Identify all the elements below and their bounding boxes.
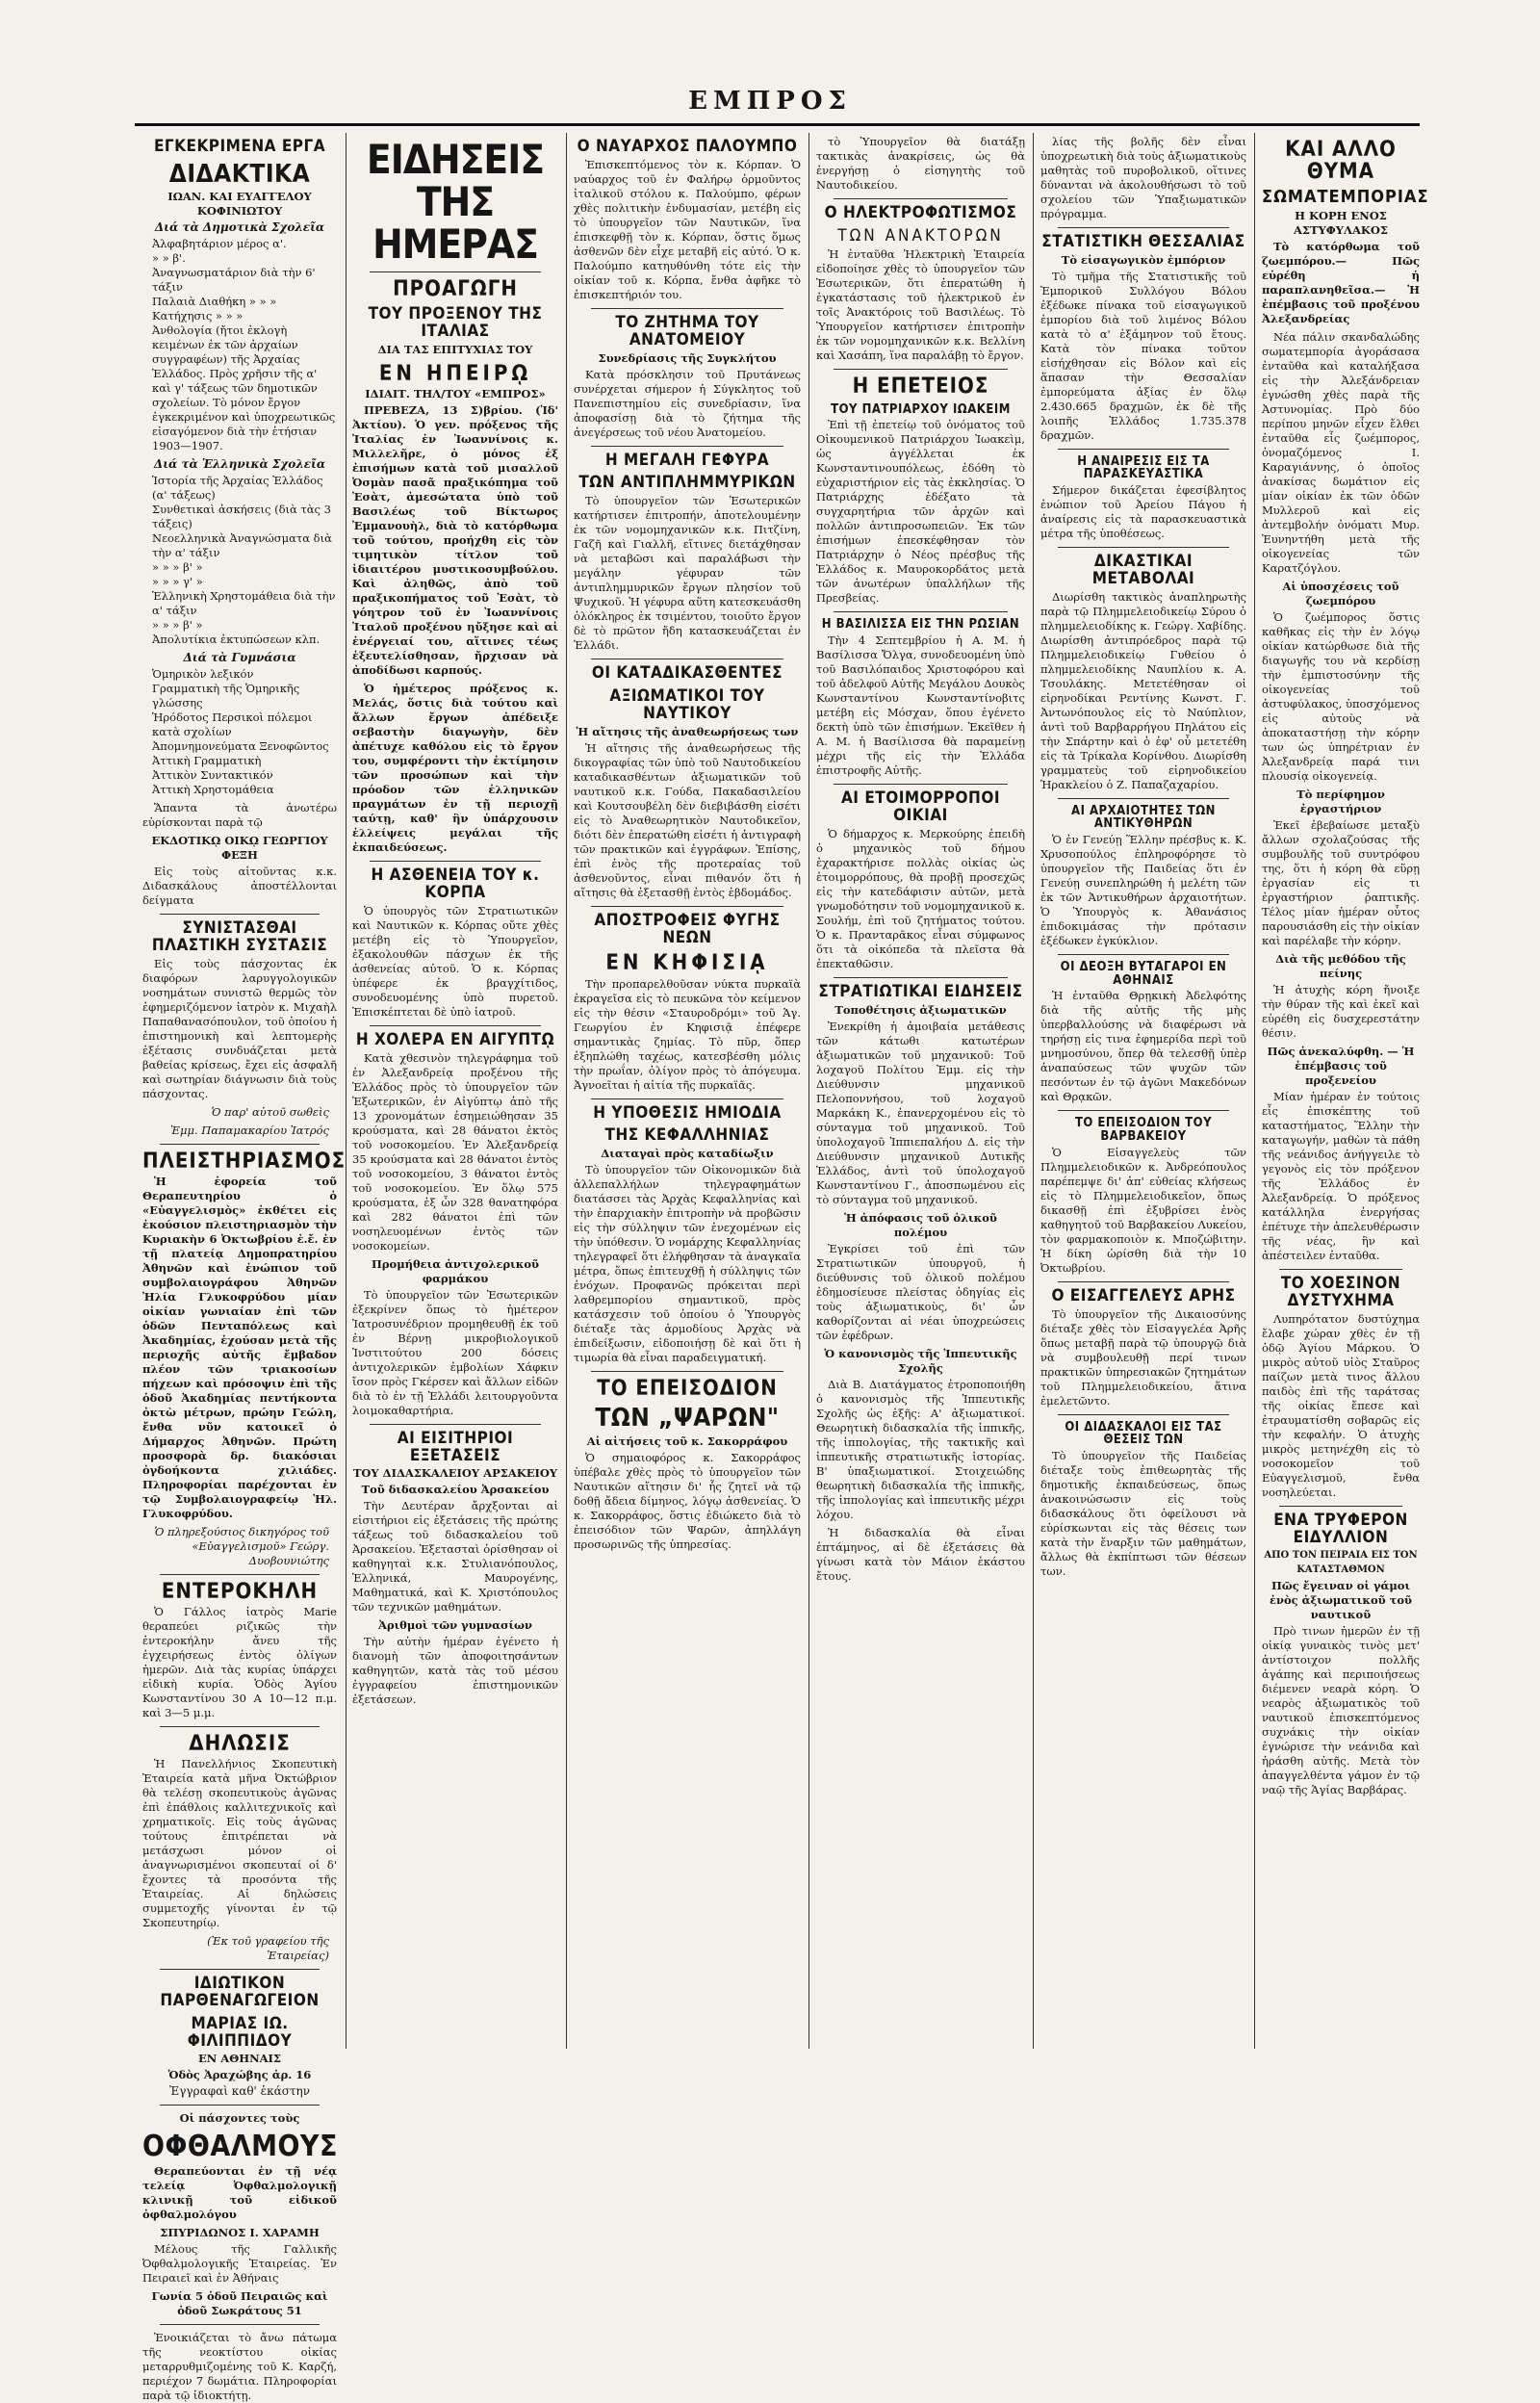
subheadline: Τὸ εἰσαγωγικὸν ἐμπόριον <box>1061 252 1226 267</box>
article-text: Διὰ Β. Διατάγματος ἐτροποποιήθη ὁ κανονισμὸς τῆς Ἱππευτικῆς Σχολῆς ὡς ἑξῆς: Α' ἀξιωματικοί. Θεωρητικὴ διδασκαλία τῆς ἱππικῆς, τῆς ἱππολογίας, τῆς τακτικῆς καὶ ἱππευτικῆς στρατιωτικῆς ἱστορίας. Β' ὑπαξιωματικοί. Στοιχειώδης θεωρητικὴ διδασκαλία τῆς ἱππικῆς, τῆς ἱππολογίας καὶ ἱππευτικῆς μέχρι λόχου. <box>816 1377 1025 1521</box>
headline: ΟΦΘΑΛΜΟΥΣ <box>142 2130 338 2164</box>
article-text: Θεραπεύονται ἐν τῇ νέᾳ τελείᾳ Ὀφθαλμολογικῇ κλινικῇ τοῦ εἰδικοῦ ὀφθαλμολόγου <box>142 2163 337 2221</box>
headline: ΤΗΣ ΚΕΦΑΛΛΗΝΙΑΣ <box>604 1125 770 1146</box>
column-6 <box>1262 133 1429 2049</box>
divider <box>160 1574 320 1575</box>
article-text: Τὸ τμῆμα τῆς Στατιστικῆς τοῦ Ἐμπορικοῦ Συλλόγου Βόλου ἐξέδωκε πίνακα τοῦ εἰσαγωγικοῦ ἐμπορίου διὰ τοῦ λιμένος Βόλου κατὰ τὸ α' ἑξάμηνον τοῦ ἔτους. Κατὰ τὸν πίνακα τοῦτον εἰσήχθησαν εἰς Βόλον καὶ εἰς ἅπασαν τὴν Θεσσαλίαν ἐμπορεύματα ἀξίας ἐν ὅλῳ 2.430.665 δραχμῶν, ἐκ δὲ τῆς λοιπῆς Ἑλλάδος 1.735.378 δραχμῶν. <box>1040 269 1246 442</box>
signature: Ὁ παρ' αὐτοῦ σωθεὶς <box>211 1104 329 1119</box>
headline: ΕΝ ΚΗΦΙΣΙᾼ <box>605 951 769 976</box>
article-text: Ἐνεκρίθη ἡ ἀμοιβαία μετάθεσις τῶν κάτωθι κατωτέρων ἀξιωματικῶν τοῦ μηχανικοῦ: Τοῦ λοχαγοῦ Πολίτου Ἐμμ. εἰς τὴν Διεύθυνσιν μηχανικοῦ Πελοποννήσου, τοῦ λοχαγοῦ Μαρκάκη Κ., ἐπανερχομένου εἰς τὸ σύνταγμα τοῦ μηχανικοῦ. Τοῦ ὑπολοχαγοῦ Ἱππιεπαλήου Δ. εἰς τὴν Διεύθυνσιν μηχανικοῦ Δυτικῆς Ἑλλάδος, ἀντὶ τοῦ ὑπολοχαγοῦ Κωνσταντίνου Γ., ἀποσπωμένου εἰς τὸ σύνταγμα τοῦ μηχανικοῦ. <box>816 1019 1025 1206</box>
subheadline: Ἀριθμοὶ τῶν γυμνασίων <box>378 1618 532 1633</box>
headline: ΑΙ ΕΤΟΙΜΟΡΡΟΠΟΙ ΟΙΚΙΑΙ <box>840 788 1001 825</box>
column-2 <box>352 133 558 2049</box>
headline: ΤΟ ΕΠΕΙΣΟΔΙΟΝ ΤΟΥ ΒΑΡΒΑΚΕΙΟΥ <box>1074 1116 1213 1145</box>
article-text: Ὁ ἐν Γενεύῃ Ἕλλην πρέσβυς κ. Κ. Χρυσοπούλος ἐπληροφόρησε τὸ ὑπουργεῖον τῆς Παιδείας ὅτι ἐν Γενεύῃ συνεπληρώθη ἡ μελέτη τῶν ἐκ τῶν Ἀντικυθήρων ἀρχαιοτήτων. Ὁ Ὑπουργὸς κ. Ἀθανάσιος ἐπιδοκιμάσας τὴν πρότασιν ἐξέδωκεν ἐγκύκλιον. <box>1040 833 1246 948</box>
section-title: Διά τὰ Ἑλληνικὰ Σχολεῖα <box>153 457 326 472</box>
article-text: Ἐπισκεπτόμενος τὸν κ. Κόρπαν. Ὁ ναύαρχος τοῦ ἐν Φαλήρῳ ὁρμοῦντος ἰταλικοῦ στόλου κ. Παλούμπο, φέρων χθὲς πολιτικὴν ἐνδυμασίαν, μετέβη εἰς τὸ ὑπουργεῖον τῶν Ναυτικῶν, ἵνα ἐπισκεφθῇ τὸν κ. Κόρπαν, ὅστις ὅμως ἀσθενῶν δὲν εἶχε μεταβῆ εἰς αὐτό. Ὁ κ. Παλούμπο κατηυθύνθη τότε εἰς τὴν οἰκίαν τοῦ κ. Κόρπα, ἔνθα ἀφῆκε τὸ ἐπισκεπτήριόν του. <box>574 157 801 301</box>
article-text: Ἡ ἀτυχὴς κόρη ἤνοιξε τὴν θύραν τῆς καὶ ἐκεῖ καὶ εὑρέθη εἰς δυσχερεστάτην θέσιν. <box>1262 983 1420 1041</box>
list-item: » » β'. <box>152 251 186 266</box>
divider <box>1058 449 1229 450</box>
divider <box>591 1371 783 1372</box>
divider <box>1058 1281 1229 1282</box>
article-text: Ὁ σημαιοφόρος κ. Σακορράφος ὑπέβαλε χθὲς πρὸς τὸ ὑπουργεῖον τῶν Ναυτικῶν αἴτησιν δι' ἧς ζητεῖ νὰ τῷ δοθῇ ἄδεια δίμηνος, λόγῳ ἀσθενείας. Ὁ κ. Σακορράφος, ὅστις ἐδιώκετο διὰ τὸ ἐπεισόδιον τῶν Ψαρῶν, ἀπηλλάγη προσωρινῶς τῆς ὑπηρεσίας. <box>574 1450 801 1551</box>
headline: ΠΛΕΙΣΤΗΡΙΑΣΜΟΣ <box>142 1149 346 1174</box>
article-text: Τὸ ὑπουργεῖον τῆς Δικαιοσύνης διέταξε χθὲς τὸν Εἰσαγγελέα Ἀρῆς ὅπως μεταβῇ παρὰ τῷ ὑπουργῷ διὰ νὰ συμβουλευθῇ περί τινων πρακτικῶν ὑπηρεσιακῶν ζητημάτων τοῦ Πλημμελειοδικείου, ἅτινα ἐμελετῶντο. <box>1040 1306 1246 1408</box>
subheadline: Διαταγαὶ πρὸς καταδίωξιν <box>601 1147 774 1161</box>
list-item: Ἀττικὴ Γραμματικὴ <box>152 754 262 768</box>
article-text: Ἅπαντα τὰ ἀνωτέρω εὑρίσκονται παρὰ τῷ <box>142 801 337 830</box>
subheadline: Αἱ ὑποσχέσεις τοῦ ζωεμπόρου <box>1282 580 1399 608</box>
article-text: Τὴν προπαρελθοῦσαν νύκτα πυρκαϊὰ ἐκραγεῖσα εἰς τὸ πευκῶνα τὸν κείμενον εἰς τὴν θέσιν «Σταυροδρόμι» τοῦ Ἁγ. Γεωργίου ἐν Κηφισιᾷ ἐπέφερε σημαντικὰς ζημίας. Τὸ πῦρ, ὅπερ ἐξηπλώθη ταχέως, κατεσβέσθη μόλις τὴν πρωΐαν, ὀλίγον πρὸς τὸ ἀπόγευμα. Ἀγνοεῖται ἡ αἰτία τῆς πυρκαϊᾶς. <box>574 976 801 1092</box>
article-text: Ἐκεῖ ἐβεβαίωσε μεταξὺ ἄλλων σχολαζούσας τῆς συμβουλῆς τοῦ συντρόφου της, ὅτι ἡ κόρη θὰ εὕρῃ ἐργασίαν εἰς τι ἐργαστήριον ῥαπτικῆς. Τέλος μίαν ἡμέραν οὗτος παρουσιάσθη εἰς τὴν οἰκίαν καὶ παρέλαβε τὴν κόρην. <box>1262 818 1420 948</box>
divider <box>834 198 1008 199</box>
headline: ΤΟ ΖΗΤΗΜΑ ΤΟΥ ΑΝΑΤΟΜΕΙΟΥ <box>615 312 759 349</box>
article-text: Κατὰ πρόσκλησιν τοῦ Πρυτάνεως συνέρχεται σήμερον ἡ Σύγκλητος τοῦ Πανεπιστημίου εἰς συνεδρίασιν, ἵνα ἀποφασίσῃ διὰ τὸ ζήτημα τῆς ἀνεγέρσεως τοῦ νέου Ἀνατομείου. <box>574 367 801 439</box>
divider <box>1058 227 1229 228</box>
divider <box>834 611 1008 612</box>
headline: Η ΕΠΕΤΕΙΟΣ <box>852 374 989 399</box>
headline: ΣΤΡΑΤΙΩΤΙΚΑΙ ΕΙΔΗΣΕΙΣ <box>818 981 1023 1001</box>
article-lead: Τὸ κατόρθωμα τοῦ ζωεμπόρου.— Πῶς εὑρέθη ἡ παραπλανηθεῖσα.— Ἡ ἐπέμβασις τοῦ προξένου Ἀλεξανδρείας <box>1262 240 1420 326</box>
divider <box>370 861 541 862</box>
headline: ΔΗΛΩΣΙΣ <box>189 1732 291 1757</box>
column-rule <box>808 133 809 2049</box>
list-item: Ἀττικὴ Χρηστομάθεια <box>152 783 274 797</box>
article-text: λίας τῆς βολῆς δὲν εἶναι ὑποχρεωτικὴ διὰ τοὺς ἀξιωματικοὺς μαθητὰς τοῦ πυροβολικοῦ, οἵτινες δύνανται νὰ ἀκολουθήσωσι τὸ τοῦ σχολείου τῶν Ὑπαξιωματικῶν πρόγραμμα. <box>1040 135 1247 220</box>
divider <box>591 446 783 447</box>
article-text: Ἡ ἐνταῦθα Θρῃκικὴ Ἀδελφότης διὰ τῆς αὐτῆς τῆς μὴς ὑπερβαλλούσης νὰ διαφέρωσι νὰ τηρήσῃ εἰς τινα ἐφημερίδα περὶ τοῦ μνημοσύνου, ὅπερ θὰ τελεσθῇ ὑπὲρ ἀναπαύσεως τῶν ψυχῶν τῶν πεσόντων ἐν τῷ ἀγῶνι Μακεδόνων καὶ Θρᾳκῶν. <box>1040 989 1246 1104</box>
signature: Ἐμμ. Παπαμακαρίου Ἰατρός <box>170 1123 329 1137</box>
article-text: Τὸ ὑπουργεῖον τῆς Παιδείας διέταξε τοὺς ἐπιθεωρητὰς τῆς δημοτικῆς ἐκπαιδεύσεως, ὅπως ἀνακοινώσωσιν εἰς τοὺς διδασκάλους ὅτι ὀφείλουσι νὰ εὑρίσκωνται εἰς τὰς θέσεις των κατὰ τὴν ἔναρξιν τῶν μαθημάτων, ἄλλως θὰ ἐκπίπτωσι τῶν θέσεων των. <box>1040 1448 1246 1578</box>
headline: ΕΓΚΕΚΡΙΜΕΝΑ ΕΡΓΑ <box>153 137 326 156</box>
column-rule <box>1033 133 1034 2049</box>
list-item: Ὁμηρικὸν λεξικόν <box>152 667 254 682</box>
headline: ΣΤΑΤΙΣΤΙΚΗ ΘΕΣΣΑΛΙΑΣ <box>1041 232 1245 251</box>
subheadline: Διὰ τῆς μεθόδου τῆς πείνης <box>1275 952 1406 981</box>
headline: ΕΝΤΕΡΟΚΗΛΗ <box>161 1579 319 1604</box>
book-list <box>152 667 337 797</box>
headline: ΤΟ ΕΠΕΙΣΟΔΙΟΝ <box>597 1377 778 1402</box>
divider <box>1058 798 1229 799</box>
list-item: Ἡρόδοτος Περσικοὶ πόλεμοι κατὰ σχολίων <box>152 711 313 739</box>
headline: ΠΡΟΑΓΩΓΗ <box>393 277 518 302</box>
divider <box>591 308 783 309</box>
headline: ΤΟΥ ΠΑΤΡΙΑΡΧΟΥ ΙΩΑΚΕΙΜ <box>831 401 1011 417</box>
list-item: Συνθετικαὶ ἀσκήσεις (διὰ τὰς 3 τάξεις) <box>152 503 331 531</box>
headline: Η ΜΕΓΑΛΗ ΓΕΦΥΡΑ <box>604 450 770 470</box>
article-text: Εἰς τοὺς πάσχοντας ἐκ διαφόρων λαρυγγολογικῶν νοσημάτων συνιστῶ θερμῶς τὸν ἐφημεριζόμενον ἰατρὸν κ. Μιχαὴλ Παπαθανασόπουλον, τοῦ ὁποίου ἡ ἐπιστημονικὴ καὶ λεπτομερὴς ἐξέτασις συνδυάζεται μετὰ βαθείας κρίσεως, ἔχει εἰς ἀσφαλῆ καὶ σωτηρίαν διάγνωσιν διὰ τοὺς πάσχοντας. <box>142 956 337 1100</box>
headline: ΟΙ ΔΙΔΑΣΚΑΛΟΙ ΕΙΣ ΤΑΣ ΘΕΣΕΙΣ ΤΩΝ <box>1065 1419 1222 1448</box>
subheadline: Πῶς ἀνεκαλύφθη. — Ἡ ἐπέμβασις τοῦ προξενείου <box>1267 1045 1415 1088</box>
subheadline: Τοῦ διδασκαλείου Ἀρσακείου <box>361 1483 550 1497</box>
headline: Ο ΕΙΣΑΓΓΕΛΕΥΣ ΑΡΗΣ <box>1051 1285 1236 1305</box>
headline: ΕΝΑ ΤΡΥΦΕΡΟΝ ΕΙΔΥΛΛΙΟΝ <box>1273 1510 1408 1547</box>
subheadline: Αἱ αἰτήσεις τοῦ κ. Σακορράφου <box>586 1434 788 1448</box>
article-text: Τὸ ὑπουργεῖον τῶν Ἐσωτερικῶν ἐξεκρίνεν ὅπως τὸ ἡμέτερον Ἰατροσυνέδριον προμηθευθῇ ἐκ τοῦ ἐν Βέρνῃ μικροβιολογικοῦ Ἰνστιτούτου 200 δόσεις ἀντιχολερικῶν ἐμβολίων Χάφκιν ἴσον πρὸς Γκέρσεν καὶ ἄλλων εἰδῶν διὰ τὸ ἐν τῇ Ἑλλάδι λειτουργοῦντα λοιμοκαθαρτήρια. <box>352 1287 558 1417</box>
article-text: Μίαν ἡμέραν ἐν τούτοις εἷς ἐπισκέπτης τοῦ καταστήματος, Ἕλλην τὴν καταγωγήν, μαθὼν τὰ πάθη τῆς νεάνιδος ἀνήγγειλε τὸ γεγονὸς εἰς τὸν πρόξενον τῆς Ἑλλάδος ἐν Ἀλεξανδρείᾳ. Ὁ πρόξενος κατάλληλα ἐνεργήσας ἐπέτυχε τὴν ἀπελευθέρωσιν τῆς νέας, ἣν καὶ ἀπέστειλεν ἐνταῦθα. <box>1262 1090 1420 1263</box>
article-text: Ἡ ἐνταῦθα Ἠλεκτρικὴ Ἑταιρεία εἰδοποίησε χθὲς τὸ ὑπουργεῖον τῶν Ἐσωτερικῶν, ὅτι ἐπερατώθη ἡ ἐγκατάστασις τοῦ ἠλεκτρικοῦ ἐν τοῖς Ἀνακτόροις τοῦ Βασιλέως. Τὸ Ὑπουργεῖον κατήρτισεν ἐπιτροπὴν ἐκ τῶν νομομηχανικῶν κ.κ. Βελλίνη καὶ Χασάπη, ἵνα παραλάβῃ τὸ ἔργον. <box>816 246 1025 362</box>
headline: ΕΝ ΗΠΕΙΡῼ <box>378 362 532 387</box>
list-item: Παλαιὰ Διαθήκη » » » <box>152 295 277 309</box>
subheadline: Ἡ ἀπόφασις τοῦ ὁλικοῦ πολέμου <box>844 1210 997 1239</box>
headline: Ο ΗΛΕΚΤΡΟΦΩΤΙΣΜΟΣ <box>824 203 1017 222</box>
article-text: ΠΡΕΒΕΖΑ, 13 Σ)βρίου. (Ἰδ' Ἀκτίου). Ὁ γεν. πρόξενος τῆς Ἰταλίας ἐν Ἰωαννίνοις κ. Μιλλελῆρε, ὁ μόνος ἐξ ἐπισήμων κατὰ τοῦ μισαλλοῦ Ὀσμὰν πασᾶ πραξικόπημα τοῦ Ἐσὰτ, ἀμεσώτατα ὑπὸ τοῦ Βασιλέως τοῦ Βίκτωρος Ἐμμανουὴλ, διὰ τὸ κατόρθωμα τοῦ τούτου, προήχθη εἰς τὸν τιμητικὸν τίτλον τοῦ ἰδιαιτέρου μυστικοσυμβούλου. Καὶ ἀληθῶς, ἀπὸ τοῦ πραξικοπήματος τοῦ Ἐσὰτ, τὸ γόητρον τοῦ ἐν Ἰωαννίνοις Ἰταλοῦ προξένου ηὔξησε καὶ αἱ ἐνέργειαί του, αἵτινες τέως ἐξευτελίσθησαν, ἤρχισαν νὰ ἀποδίδωσι καρπούς. <box>352 403 558 678</box>
article-text: Διωρίσθη τακτικὸς ἀναπληρωτὴς παρὰ τῷ Πλημμελειοδικείῳ Σύρου ὁ πλημμελειοδίκης κ. Γεώργ. Χαβίδης. Διωρίσθη ἀντιπρόεδρος παρὰ τῷ Πλημμελειοδικείῳ Γυθείου ὁ πλημμελειοδίκης Ναυπλίου κ. Α. Τσουλάκης. Μετετέθησαν οἱ εἰρηνοδίκαι Ρεντίνης Κωνστ. Γ. Ἀντωνόπουλος εἰς τὸ Ναύπλιον, ἀντὶ τοῦ Βαρβαρρήγου Πηλάτου εἰς τὴν Σπάρτην καὶ ὁ ἐφ' οὗ μετετέθη εἰς τὰ Τρίκαλα Κορίνθου. Διωρίσθη γραμματεὺς τοῦ εἰρηνοδικείου Ἡρακλείου ὁ Ζ. Παπαζαχαρίου. <box>1040 589 1246 791</box>
signature: Ὁ πληρεξούσιος δικηγόρος τοῦ «Εὐαγγελισμοῦ» Γεώργ. Δυοβουνιώτης <box>154 1524 329 1567</box>
headline: ΑΠΟΣΤΡΟΦΕΙΣ ΦΥΓΗΣ ΝΕΩΝ <box>594 910 781 947</box>
headline: ΔΙΚΑΣΤΙΚΑΙ ΜΕΤΑΒΟΛΑΙ <box>1091 552 1195 588</box>
divider <box>834 369 1008 370</box>
list-item: Ἀλφαβητάριον μέρος α'. <box>152 237 287 251</box>
headline: ΜΑΡΙΑΣ ΙΩ. ΦΙΛΙΠΠΙΔΟΥ <box>187 2013 293 2051</box>
masthead: ΕΜΠΡΟΣ <box>688 87 852 116</box>
headline: ΟΙ ΔΕΟΞΗ ΒΥΤΑΓΑΡΟΙ ΕΝ ΑΘΗΝΑΙΣ <box>1060 960 1227 988</box>
headline: ΑΙ ΕΙΣΙΤΗΡΙΟΙ ΕΞΕΤΑΣΕΙΣ <box>397 1428 514 1465</box>
article-text: Ὁ Γάλλος ἰατρὸς Marie θεραπεύει ριζικῶς τὴν ἐντεροκήλην ἄνευ τῆς ἐγχειρήσεως ἐντὸς ὀλίγων ἡμερῶν. Διὰ τὰς κυρίας ὑπάρχει εἰδικὴ κυρία. Ὁδὸς Ἁγίου Κωνσταντίνου 30 Α 10—12 π.μ. καὶ 3—5 μ.μ. <box>142 1605 337 1720</box>
subheadline: Η ΚΟΡΗ ΕΝΟΣ ΑΣΤΥΦΥΛΑΚΟΣ <box>1293 209 1389 238</box>
article-text: Πρὸ τινων ἡμερῶν ἐν τῇ οἰκίᾳ γυναικὸς τινὸς μετ' ἀντίστοιχον πολλῆς ἀγάπης καὶ περιποιήσεως διέμενεν νεαρὰ κόρη. Ὁ νεαρὸς ἀξιωματικὸς τοῦ ναυτικοῦ ἐπισκεπτόμενος συχνάκις τὴν οἰκίαν ἐγνώρισε τὴν νεάνιδα καὶ ἠράσθη αὐτῆς. Μετὰ τὸν ἀπαγγελθέντα γάμον ἐν τῷ ναῷ τῆς Ἁγίας Βαρβάρας. <box>1262 1624 1420 1797</box>
article-text: Τὴν 4 Σεπτεμβρίου ἡ Α. Μ. ἡ Βασίλισσα Ὄλγα, συνοδευομένη ὑπὸ τοῦ Βασιλόπαιδος Χριστοφόρου καὶ τοῦ ἀδελφοῦ Αὐτῆς Μεγάλου Δουκὸς Κωνσταντίνου Κωνσταντίνοβιτς μετέβη εἰς Μόσχαν, ὅπου ἐγένετο δεκτὴ ὑπὸ τῶν ἐπισήμων. Ἐκεῖθεν ἡ Α. Μ. ἡ Βασίλισσα θὰ παραμείνῃ μέχρι τῆς εἰς τὴν Ἑλλάδα ἐπιστροφῆς Αὐτῆς. <box>816 633 1025 778</box>
headline: ΤΩΝ ΑΝΤΙΠΛΗΜΜΥΡΙΚΩΝ <box>578 473 796 493</box>
list-item: Κατήχησις » » » <box>152 309 244 323</box>
note: Ἐγγραφαὶ καθ' ἑκάστην <box>168 2084 311 2099</box>
divider <box>370 1424 541 1425</box>
divider <box>1058 954 1229 955</box>
subheadline: Ὁ κανονισμὸς τῆς Ἱππευτικῆς Σχολῆς <box>824 1346 1017 1375</box>
list-item: » » » β' » <box>152 560 203 575</box>
article-text: Τὴν αὐτὴν ἡμέραν ἐγένετο ἡ διανομὴ τῶν ἀποφοιτησάντων καθηγητῶν, κατὰ τὰς τοῦ μέσου ἐγγραφείου ἐπιστημονικῶν ἐξετάσεων. <box>352 1635 558 1707</box>
divider <box>160 2105 320 2106</box>
headline: Η ΒΑΣΙΛΙΣΣΑ ΕΙΣ ΤΗΝ ΡΩΣΙΑΝ <box>821 617 1020 633</box>
column-rule <box>1254 133 1255 2049</box>
subheadline: ΔΙΑ ΤΑΣ ΕΠΙΤΥΧΙΑΣ ΤΟΥ <box>377 343 533 357</box>
section-title: Διά τὰ Δημοτικὰ Σχολεῖα <box>154 220 325 235</box>
list-item: Νεοελληνικὰ Ἀναγνώσματα διὰ τὴν α' τάξιν <box>152 531 332 560</box>
headline: ΚΑΙ ΑΛΛΟ ΘΥΜΑ <box>1285 138 1397 185</box>
publisher-name: ΕΚΔΟΤΙΚῼ ΟΙΚῼ ΓΕΩΡΓΙΟΥ ΦΕΞΗ <box>151 834 328 863</box>
article-text: Ὁ Εἰσαγγελεὺς τῶν Πλημμελειοδικῶν κ. Ἀνδρεόπουλος παρέπεμψε δι' ἀπ' εὐθείας κλήσεως εἰς τὸ Πλημμελειοδικεῖον, ὅπως δικασθῇ ἐπὶ ἐξυβρίσει ἐνὸς καθηγητοῦ τοῦ Βαρβακείου Λυκείου, τὸν φαρμακοποιὸν κ. Μποζώβιτην. Ἡ δίκη ὡρίσθη διὰ τὴν 10 Ὀκτωβρίου. <box>1040 1145 1246 1275</box>
article-text: Τὸ ὑπουργεῖον τῶν Ἐσωτερικῶν κατήρτισεν ἐπιτροπήν, ἀποτελουμένην ἐκ τῶν νομομηχανικῶν κ.κ. Πιτζίνη, Γαζῆ καὶ Γιαλλῆ, εἴτινες διετάχθησαν νὰ μεταβῶσι καὶ παραλάβωσι τὴν μεγάλην γέφυραν τῶν ἀντιπλημμυρικῶν ἔργων πλησίον τοῦ Ψυχικοῦ. Ἡ γέφυρα αὕτη κατεσκευάσθη ὁλόκληρος ἐκ τσιμέντου, τοιοῦτο ἔργον δὲ τὸ πρῶτον ἤδη κατασκευάζεται ἐν Ἑλλάδι. <box>574 494 801 653</box>
signature: (Ἐκ τοῦ γραφείου τῆς Ἑταιρείας) <box>207 1934 329 1963</box>
list-item: Ἱστορία τῆς Ἀρχαίας Ἑλλάδος (α' τάξεως) <box>152 474 323 503</box>
headline: ΔΙΔΑΚΤΙΚΑ <box>168 159 311 189</box>
headline: ΙΔΙΩΤΙΚΟΝ ΠΑΡΘΕΝΑΓΩΓΕΙΟΝ <box>160 1974 320 2010</box>
list-item: » » » γ' » <box>152 575 203 589</box>
subheadline: Συνεδρίασις τῆς Συγκλήτου <box>598 350 777 365</box>
headline: ΟΙ ΚΑΤΑΔΙΚΑΣΘΕΝΤΕΣ <box>591 663 783 684</box>
divider <box>160 1144 320 1145</box>
headline: Η ΥΠΟΘΕΣΙΣ ΗΜΙΟΔΙΑ <box>593 1102 782 1123</box>
list-item: Ἀνθολογία (ἤτοι ἐκλογὴ κειμένων ἐκ τῶν ἀρχαίων συγγραφέων) τῆς Ἀρχαίας Ἑλλάδος. Πρὸς χρῆσιν τῆς α' καὶ γ' τάξεως τῶν δημοτικῶν σχολείων. Τὸ μόνον ἔργον ἐγκεκριμένον καὶ ὑποχρεωτικῶς εἰσαγόμενον διὰ τὴν ἑτήσιαν 1903—1907. <box>152 323 336 453</box>
headline: Ο ΝΑΥΑΡΧΟΣ ΠΑΛΟΥΜΠΟ <box>577 137 798 156</box>
list-item: » » » β' » <box>152 618 203 633</box>
article-text: Ἐπὶ τῇ ἐπετείῳ τοῦ ὀνόματος τοῦ Οἰκουμενικοῦ Πατριάρχου Ἰωακεὶμ, ὡς ἀγγέλλεται ἐκ Κωνσταντινουπόλεως, ἐδόθη τὸ εὐχαριστήριον εἰς τὰς ἐκκλησίας. Ὁ Πατριάρχης ἐδέξατο τὰ συγχαρητήρια τῶν ἀρχῶν καὶ πολλῶν ἀντιπροσωπειῶν. Ἐκ τῶν ἐπισήμων ἐπεσκέφθησαν τὸν Πατριάρχην ὁ Νέος πρέσβυς τῆς Ἑλλάδος κ. Μαυροκορδάτος μετὰ τῶν ἀνωτέρων ὑπαλλήλων τῆς Πρεσβείας. <box>816 418 1025 606</box>
list-item: Ἀπολυτίκια ἐκτυπώσεων κλπ. <box>152 633 321 647</box>
divider <box>160 1726 320 1727</box>
divider <box>1279 1506 1402 1507</box>
article-text: Νέα πάλιν σκανδαλώδης σωματεμπορία ἀγοράσασα ἐνταῦθα καὶ καταλήξασα εἰς τὴν Ἀλεξάνδρειαν ἐγνώσθη χθὲς παρὰ τῆς Ἀστυνομίας. Πρὸ δύο περίπου μηνῶν εἶχεν ἔλθει ἐνταῦθα εἷς ζωέμπορος, ὀνομαζόμενος Ι. Καραγιάννης, ὁ ὁποῖος ἀνακίσας δωμάτιον εἰς μίαν οἰκίαν ἐκ τῶν ὁδῶν Μυλλεροῦ καὶ εἰς ἀντεμβολήν ὀνόματι Μυρ. Ἐυνηντήθη μετὰ τῆς οἰκογενείας τῶν Καρατζόγλου. <box>1262 330 1420 576</box>
subheadline: Ἡ αἴτησις τῆς ἀναθεωρήσεως των <box>576 724 799 738</box>
article-text: Ἡ διδασκαλία θὰ εἶναι ἑπτάμηνος, αἱ δὲ ἐξετάσεις θὰ γίνωσι κατὰ τὸν Μάιον ἑκάστου ἔτους. <box>816 1525 1025 1583</box>
subheadline: ΕΝ ΑΘΗΝΑΙΣ <box>197 2052 282 2066</box>
article-text: Ἡ Πανελλήνιος Σκοπευτικὴ Ἑταιρεία κατὰ μῆνα Ὀκτώβριον θὰ τελέσῃ σκοπευτικοὺς ἀγῶνας ἐπὶ ἐπάθλοις καλλιτεχνικοῖς καὶ χρηματικοῖς. Εἰς τοὺς ἀγῶνας τούτους ἐπιτρέπεται νὰ μετάσχωσι μόνον οἱ ἀναγνωρισμένοι σκοπευταί οἱ δ' ἔχοντες τὰ προσόντα τῆς Ἑταιρείας. Αἱ δηλώσεις συμμετοχῆς γίνονται ἐν τῷ Σκοπευτηρίῳ. <box>142 1757 337 1930</box>
divider <box>160 2324 320 2325</box>
dateline: ΙΔΙΑΙΤ. ΤΗΛ/ΤΟΥ «ΕΜΠΡΟΣ» <box>365 387 546 401</box>
subheadline: ΙΩΑΝ. ΚΑΙ ΕΥΑΓΓΕΛΟΥ ΚΟΦΙΝΙΩΤΟΥ <box>167 190 312 219</box>
headline: Η ΑΣΘΕΝΕΙΑ ΤΟΥ κ. ΚΟΡΠΑ <box>371 866 540 902</box>
subheadline: Τὸ περίφημον ἐργαστήριον <box>1296 788 1385 816</box>
list-item: Ἀττικὸν Συντακτικόν <box>152 768 273 783</box>
address: Ὁδὸς Ἀραχώβης ἀρ. 16 <box>167 2068 312 2082</box>
column-3 <box>574 133 801 2049</box>
subheadline: ΤΟΥ ΔΙΔΑΣΚΑΛΕΙΟΥ ΑΡΣΑΚΕΙΟΥ <box>352 1466 558 1481</box>
headline: ΑΞΙΩΜΑΤΙΚΟΙ ΤΟΥ ΝΑΥΤΙΚΟΥ <box>609 686 765 723</box>
address: Γωνία 5 ὁδοῦ Πειραιῶς καὶ ὁδοῦ Σωκράτους 51 <box>151 2288 328 2317</box>
subheadline: ΑΠΟ ΤΟΝ ΠΕΙΡΑΙΑ ΕΙΣ ΤΟΝ ΚΑΤΑΣΤΑΘΜΟΝ <box>1264 1550 1418 1576</box>
column-1 <box>142 133 346 2402</box>
divider <box>1279 1269 1402 1270</box>
headline: Η ΑΝΑΙΡΕΣΙΣ ΕΙΣ ΤΑ ΠΑΡΑΣΚΕΥΑΣΤΙΚΑ <box>1077 453 1210 482</box>
article-text: Ὁ ὑπουργὸς τῶν Στρατιωτικῶν καὶ Ναυτικῶν κ. Κόρπας οὔτε χθὲς μετέβη εἰς τὸ Ὑπουργεῖον, ἐξακολουθῶν πάσχων ἐκ τῆς ἀσθενείας αὐτοῦ. Ὁ κ. Κόρπας ὑπέφερε ἐκ βραγχίτιδος, συνοδευομένης ὑπὸ πυρετοῦ. Ἐπισκέπτεται δὲ ὑπὸ ἰατροῦ. <box>352 903 558 1019</box>
headline: ΤΩΝ ΑΝΑΚΤΟΡΩΝ <box>837 225 1004 245</box>
article-text: Λυπηρότατον δυστύχημα ἔλαβε χώραν χθὲς ἐν τῇ ὁδῷ Ἁγίου Μάρκου. Ὁ μικρὸς αὐτοῦ υἱὸς Σταῦρος παίζων μετὰ τινος ἄλλου παιδὸς ἐπὶ τῆς ταράτσας τῆς οἰκίας ἔπεσε καὶ ἐτραυματίσθη σοβαρῶς εἰς τὴν κεφαλήν. Ὁ ἀτυχὴς μικρὸς μετηνέχθη εἰς τὸ νοσοκομεῖον τοῦ Εὐαγγελισμοῦ, ἔνθα νοσηλεύεται. <box>1262 1311 1420 1499</box>
divider <box>1058 1414 1229 1415</box>
divider <box>160 1969 320 1970</box>
headline: ΤΟ ΧΟΕΣΙΝΟΝ ΔΥΣΤΥΧΗΜΑ <box>1280 1274 1401 1310</box>
book-list <box>152 237 337 453</box>
subheadline: Οἱ πάσχοντες τοὺς <box>179 2111 300 2126</box>
column-4 <box>816 133 1025 2049</box>
article-text: Ὁ ἡμέτερος πρόξενος κ. Μελάς, ὅστις διὰ τούτου καὶ ἄλλων ἔργων ἀπέδειξε σεβαστὴν διαγωγὴν, δὲν ἀπέτυχε καθόλου εἰς τὸ ἔργον του, συμφέροντι τὴν ἐκτίμησιν τῶν προσώπων καὶ τὴν πρόοδον τῶν ἑλληνικῶν πραγμάτων ἐν τῇ περιοχῇ ταύτῃ, καθ' ἣν ὑπάρχουσιν ἐλλείψεις μεγάλαι τῆς ἐκπαιδεύσεως. <box>352 682 558 855</box>
article-text: Τὴν Δευτέραν ἄρχξονται αἱ εἰσιτήριοι εἰς ἐξετάσεις τῆς πρώτης τάξεως τοῦ διδασκαλείου τοῦ Ἀρσακείου. Ἐξετασταὶ ὁρίσθησαν οἱ καθηγηταὶ κ.κ. Στυλιανόπουλος, Ἑλληνικά, Μαυρογένης, Μαθηματικά, καὶ Κ. Χριστόπουλος τῶν τεχνικῶν μαθημάτων. <box>352 1499 558 1615</box>
column-5 <box>1040 133 1246 2049</box>
masthead-rule <box>135 123 1420 126</box>
article-text: τὸ Ὑπουργεῖον θὰ διατάξῃ τακτικὰς ἀνακρίσεις, ὡς θὰ ἐνεργήσῃ ὁ εἰσηγητὴς τοῦ Ναυτοδικείου. <box>816 135 1025 192</box>
divider <box>591 1098 783 1099</box>
divider <box>370 1025 541 1026</box>
article-text: Ἐγκρίσει τοῦ ἐπὶ τῶν Στρατιωτικῶν ὑπουργοῦ, ἡ διεύθυνσις τοῦ ὁλικοῦ πολέμου ἐδημοσίευσε πλείστας ὁδηγίας εἰς τοὺς ἀξιωματικοὺς, δι' ὧν καθορίζονται αἱ νέαι ὑποχρεώσεις τῶν ἐφέδρων. <box>816 1241 1025 1342</box>
divider <box>1058 547 1229 548</box>
list-item: Ἀναγνωσματάριον διὰ τὴν 6' τάξιν <box>152 266 316 295</box>
article-text: Ἐνοικιάζεται τὸ ἄνω πάτωμα τῆς νεοκτίστου οἰκίας μεταρρυθμιζομένης τοῦ Κ. Καρζή, περιέχον 7 δωμάτια. Πληροφορίαι παρὰ τῷ ἰδιοκτήτῃ. <box>142 2330 337 2402</box>
divider <box>370 271 541 272</box>
headline: ΤΟΥ ΠΡΟΞΕΝΟΥ ΤΗΣ ΙΤΑΛΙΑΣ <box>368 304 543 342</box>
article-text: Τὸ ὑπουργεῖον τῶν Οἰκονομικῶν διὰ ἀλλεπαλλήλων τηλεγραφημάτων διατάσσει τὰς Ἀρχὰς Κεφαλληνίας καὶ τὴν ἐπαρχιακὴν ἐπιτροπὴν νὰ προβῶσιν εἰς τὴν σύλληψιν τῶν ἐνεχομένων εἰς τὴν ὑπόθεσιν. Ὁ νομάρχης Κεφαλληνίας τηλεγραφεῖ ὅτι ἐλήφθησαν τὰ ἀναγκαῖα μέτρα, ὅπως ἐπιτευχθῇ ἡ σύλληψις τῶν ἐνόχων. Προφανῶς πρόκειται περὶ λαθρεμπορίου σημαντικοῦ, πρὸς κατάσχεσιν τοῦ ὁποίου ὁ Ὑπουργὸς διέταξε τὰς ἁρμοδίους Ἀρχὰς νὰ ἐπιδείξωσιν, εἰδοποιήσῃ δὲ καὶ ὅτι ἡ τιμωρία θὰ εἶναι παραδειγματική. <box>574 1163 801 1365</box>
headline: ΤΩΝ „ΨΑΡΩΝ" <box>595 1404 780 1434</box>
divider <box>1058 1110 1229 1111</box>
doctor-name: ΣΠΥΡΙΔΩΝΟΣ Ι. ΧΑΡΑΜΗ <box>160 2225 320 2239</box>
divider <box>591 906 783 907</box>
article-text: Ἡ αἴτησις τῆς ἀναθεωρήσεως τῆς δικογραφίας τῶν ὑπὸ τοῦ Ναυτοδικείου καταδικασθέντων ἀξιωματικῶν τοῦ ναυτικοῦ κ.κ. Γούδα, Πακαδασιλείου καὶ Κουτσουβέλη δὲν διεβιβάσθη εἰσέτι εἰς τὸ Ἀναθεωρητικὸν Ναυτοδικεῖον, διότι δὲν ἐπερατώθη εἰσέτι ἡ ἀντιγραφὴ τῶν πρακτικῶν καὶ ἐγγράφων. Ἐπίσης, ἐπὶ ἐνὸς τῆς προτεραίας τοῦ ἀσθενοῦντος, εἶναι πιθανόν ὅτι ἡ αἴτησις θὰ ἐξετασθῇ ἐντὸς ἑβδομάδος. <box>574 740 801 899</box>
column-rule <box>566 133 567 2049</box>
headline: Η ΧΟΛΕΡΑ ΕΝ ΑΙΓΥΠΤῼ <box>355 1029 555 1049</box>
article-text: Ὁ δήμαρχος κ. Μερκούρης ἐπειδὴ ὁ μηχανικὸς τοῦ δήμου ἐχαρακτήρισε πολλὰς οἰκίας ὡς ἑτοιμορρόπους, θὰ προβῇ προσεχῶς εἰς τὴν κατεδάφισιν αὐτῶν, μετὰ γνωμοδότησιν τοῦ νομομηχανικοῦ κ. Σουλήμ, ἐπὶ τοῦ ζητήματος τούτου. Ὁ κ. Πρανταρᾶκος εἶναι σύμφωνος ὅτι τὰ οἰκόπεδα τὰ πλεῖστα θὰ ἐπεκταθῶσιν. <box>816 826 1025 970</box>
article-text: Ὁ ζωέμπορος ὅστις καθῆκας εἰς τὴν ἐν λόγῳ οἰκίαν κατώρθωσε διὰ τῆς διαγωγῆς του νὰ κερδίσῃ τὴν ἐμπιστοσύνην τῆς οἰκογενείας τοῦ ἀστυφύλακος, ὑποσχόμενος εἰς αὐτοὺς νὰ ἀποκαταστήσῃ τὴν κόρην των ὡς ὑπηρέτριαν ἐν Ἀλεξανδρείᾳ παρά τινι πλουσίᾳ οἰκογενείᾳ. <box>1262 610 1420 784</box>
article-text: Μέλους τῆς Γαλλικῆς Ὀφθαλμολογικῆς Ἑταιρείας. Ἐν Πειραιεῖ καὶ ἐν Ἀθήναις <box>142 2241 337 2285</box>
subheadline: Προμήθεια ἀντιχολερικοῦ φαρμάκου <box>372 1256 539 1285</box>
divider <box>160 914 320 915</box>
article-text: Εἰς τοὺς αἰτοῦντας κ.κ. Διδασκάλους ἀποστέλλονται δείγματα <box>142 865 337 908</box>
list-item: Ἑλληνικὴ Χρηστομάθεια διὰ τὴν α' τάξιν <box>152 589 336 618</box>
subheadline: Πῶς ἔγειναν οἱ γάμοι ἑνὸς ἀξιωματικοῦ τοῦ ναυτικοῦ <box>1269 1579 1413 1622</box>
section-title: Διά τὰ Γυμνάσια <box>183 651 296 665</box>
headline: ΣΥΝΙΣΤΑΣΘΑΙ ΠΛΑΣΤΙΚΗ ΣΥΣΤΑΣΙΣ <box>151 918 328 955</box>
headline: ΑΙ ΑΡΧΑΙΟΤΗΤΕΣ ΤΩΝ ΑΝΤΙΚΥΘΗΡΩΝ <box>1071 803 1216 832</box>
article-text: Ἡ ἐφορεία τοῦ Θεραπευτηρίου ὁ «Εὐαγγελισμὸς» ἐκθέτει εἰς ἐκούσιον πλειστηριασμὸν τὴν Κυριακὴν 6 Ὀκτωβρίου ἐ.ἔ. ἐν τῇ πλατείᾳ Δημοπρατηρίου Ἀθηνῶν καὶ ἐνώπιον τοῦ συμβολαιογράφου Ἀθηνῶν Ἠλία Γλυκοφρύδου μίαν οἰκίαν γωνιαίαν ἐπὶ τῶν ὁδῶν Πενταπόλεως καὶ Ἀκαδημίας, ἐχούσαν μετὰ τῆς περιοχῆς αὐτῆς ἔμβαδον πλέον τῶν τριακοσίων πήχεων καὶ πρόσοψιν ἐπὶ τῆς ὁδοῦ Ἀκαδημίας πεντήκοντα ὀκτὼ μέτρων, πρώην Γεώλη, ἔνθα νῦν κατοικεῖ ὁ Δήμαρχος Ἀθηνῶν. Πρώτη προσφορὰ δρ. διακόσιαι ὀγδοήκοντα χιλιάδες. Πληροφορίαι παρέχονται ἐν τῷ Συμβολαιογραφείῳ Ἠλ. Γλυκοφρύδου. <box>142 1174 337 1520</box>
headline: ΣΩΜΑΤΕΜΠΟΡΙΑΣ <box>1262 187 1429 208</box>
book-list <box>152 474 337 647</box>
article-text: Κατὰ χθεσινὸν τηλεγράφημα τοῦ ἐν Ἀλεξανδρείᾳ προξένου τῆς Ἑλλάδος πρὸς τὸ ὑπουργεῖον τῶν Ἐξωτερικῶν, ἐν Αἰγύπτῳ ἀπὸ τῆς 13 χρονομάτων ἐσημειώθησαν 35 κρούσματα, καὶ 28 θάνατοι ἐκτὸς τοῦ νοσοκομείου. Ἐν Ἀλεξανδρείᾳ 35 κρούσματα καὶ 28 θάνατοι ἐντὸς τοῦ νοσοκομείου, 3 θάνατοι ἐντὸς τοῦ νοσοκομείου. Ἐν ὅλῳ 575 κρούσματα, ἐξ ὧν 328 θανατηφόρα καὶ 282 θάνατοι ἐπὶ τῶν νοσηλευομένων ἐντὸς τῶν νοσοκομείων. <box>352 1050 558 1253</box>
article-text: Σήμερον δικάζεται ἐφεσίβλητος ἐνώπιον τοῦ Ἀρείου Πάγου ἡ ἀναίρεσις εἰς τὰ παρασκευαστικὰ μέτρα τῆς ὑποθέσεως. <box>1040 483 1246 541</box>
list-item: Ἀπομνημονεύματα Ξενοφῶντος <box>152 739 329 754</box>
divider <box>834 977 1008 978</box>
divider <box>834 784 1008 785</box>
section-headline: ΕΙΔΗΣΕΙΣ ΤΗΣ ΗΜΕΡΑΣ <box>366 136 545 269</box>
list-item: Γραμματικὴ τῆς Ὁμηρικῆς γλώσσης <box>152 682 300 711</box>
subheadline: Τοποθέτησις ἀξιωματικῶν <box>834 1002 1007 1017</box>
